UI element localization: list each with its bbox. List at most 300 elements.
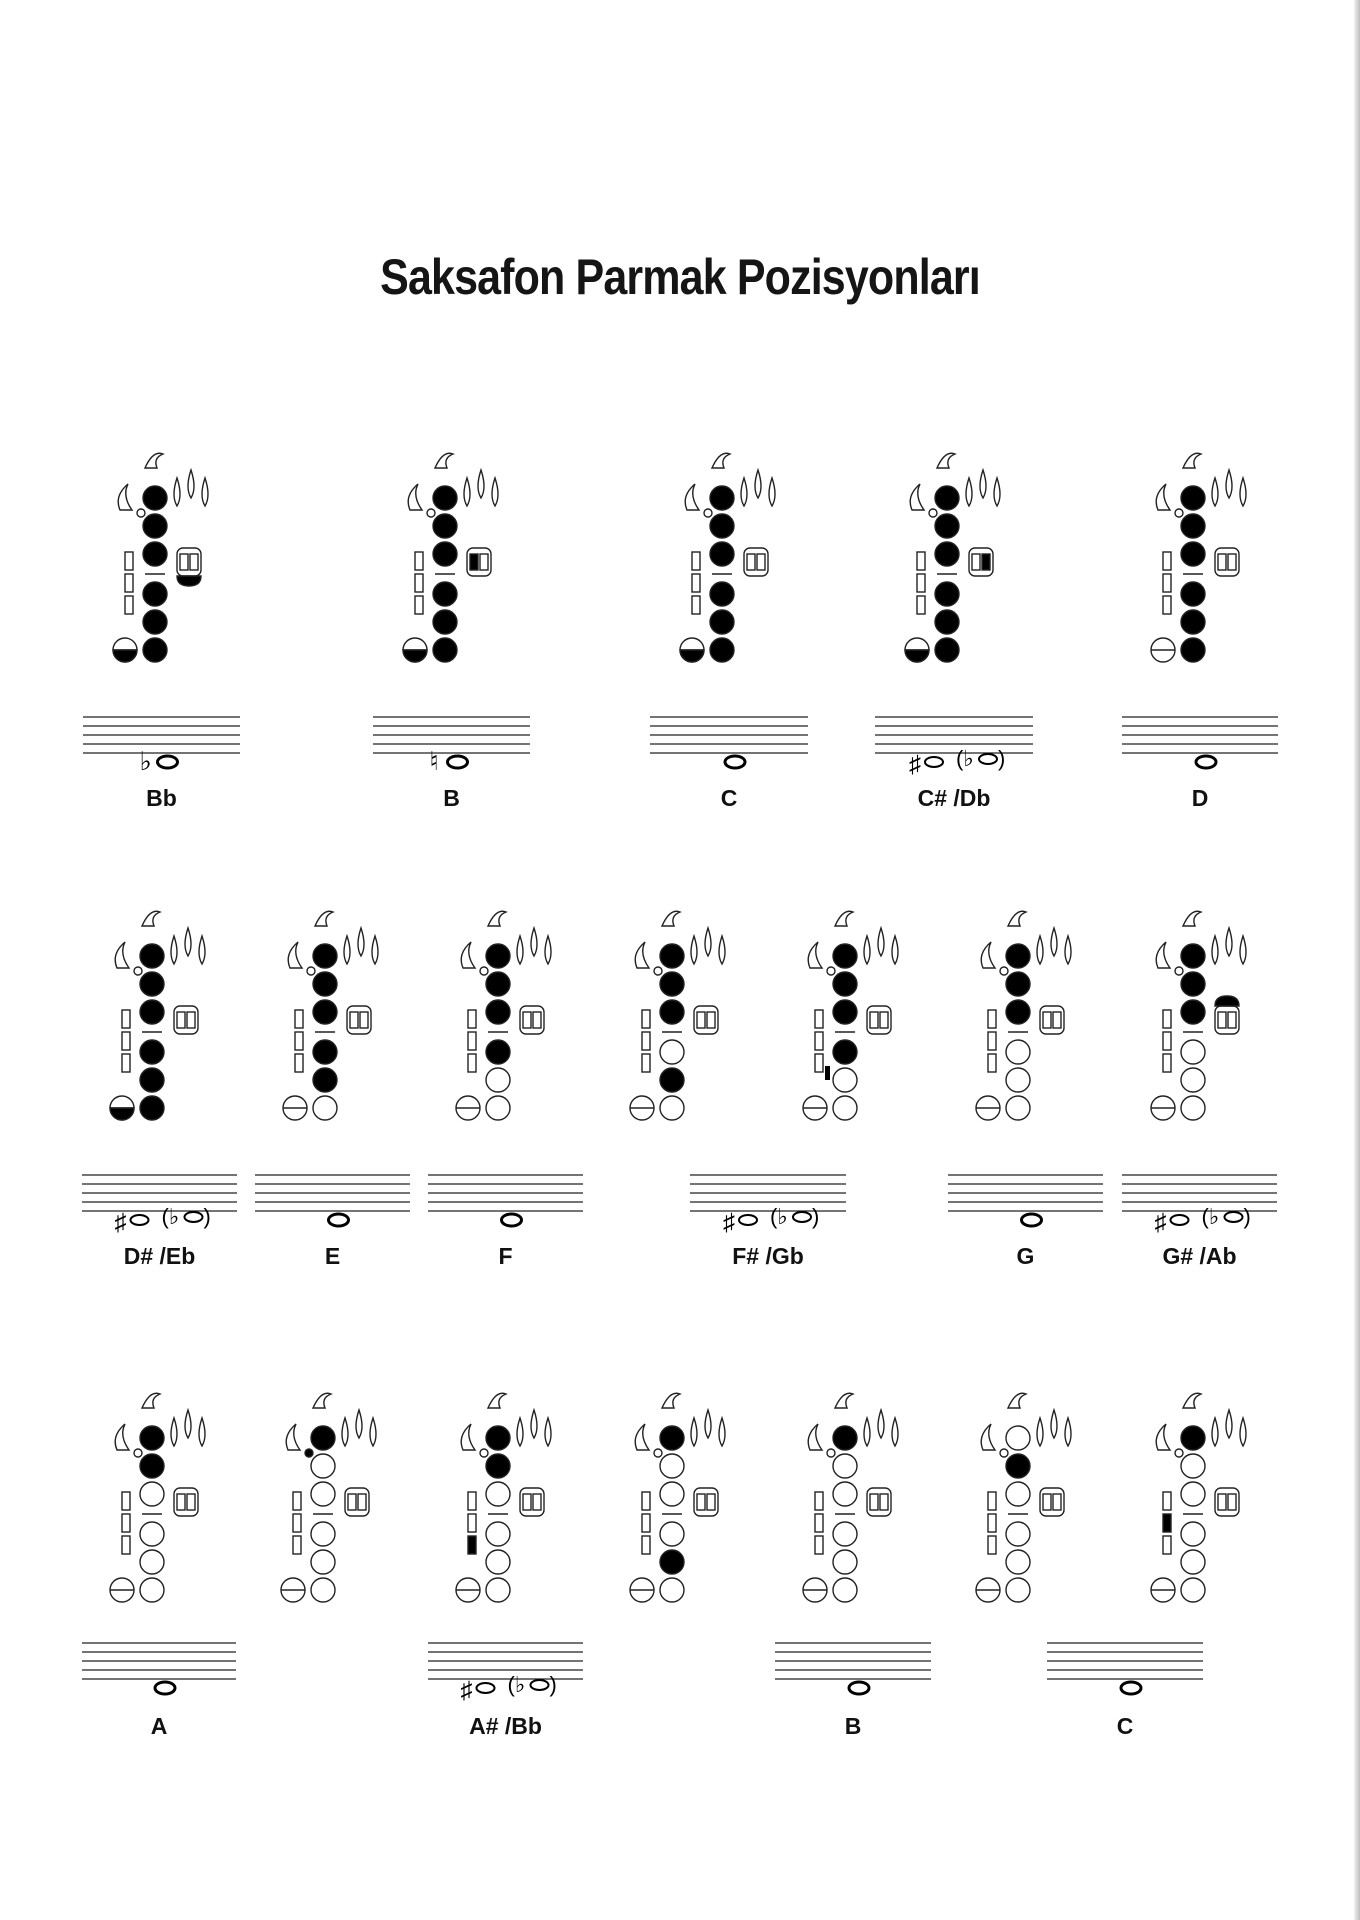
tone-hole-icon (486, 1454, 510, 1478)
side-key-icon (815, 1032, 823, 1050)
accidental: (♭ (956, 746, 974, 771)
palm-key-icon (545, 936, 551, 964)
tone-hole-icon (433, 610, 457, 634)
side-key-icon (415, 574, 423, 592)
palm-key-icon (1065, 1418, 1071, 1446)
tone-hole-icon (486, 1040, 510, 1064)
side-key-icon (642, 1054, 650, 1072)
octave-key-icon (488, 911, 506, 926)
tone-hole-icon (1006, 1522, 1030, 1546)
tone-hole-icon (1181, 1000, 1205, 1024)
tone-hole-icon (311, 1522, 335, 1546)
palm-key-icon (757, 554, 765, 570)
note-head (725, 756, 745, 768)
tone-hole-icon (1181, 1482, 1205, 1506)
tone-hole-icon (311, 1426, 335, 1450)
palm-key-icon (980, 470, 986, 498)
fingering-diagram-g-15 (976, 911, 1071, 1120)
tone-hole-icon (833, 1000, 857, 1024)
tone-hole-icon (935, 638, 959, 662)
tone-hole-icon (313, 944, 337, 968)
tone-hole-icon (313, 1040, 337, 1064)
tone-hole-icon (660, 972, 684, 996)
tone-hole-icon (1006, 1040, 1030, 1064)
palm-key-icon (691, 1418, 697, 1446)
note-label: E (324, 1243, 341, 1269)
note-head (329, 1214, 349, 1226)
tone-hole-icon (140, 1040, 164, 1064)
side-key-icon (122, 1492, 130, 1510)
tone-hole-icon (1181, 1096, 1205, 1120)
side-key-icon (125, 574, 133, 592)
tone-hole-icon (486, 1482, 510, 1506)
fingering-diagram-c-alt-26 (1151, 1393, 1246, 1602)
palm-key-icon (1228, 1494, 1236, 1510)
note-head (979, 754, 997, 764)
note-label: D (1191, 785, 1209, 811)
tone-hole-icon (311, 1482, 335, 1506)
tone-hole-icon (143, 514, 167, 538)
palm-key-icon (370, 1418, 376, 1446)
staff-0 (83, 717, 240, 811)
palm-key-icon (707, 1012, 715, 1028)
palm-key-icon (115, 942, 129, 968)
fingering-diagram-d-eb-10 (110, 911, 205, 1120)
tone-hole-icon (486, 1426, 510, 1450)
palm-key-icon (1218, 1494, 1226, 1510)
note-head (793, 1212, 811, 1222)
tone-hole-icon (710, 542, 734, 566)
octave-key-icon (142, 911, 160, 926)
side-key-icon (293, 1536, 301, 1554)
palm-key-icon (1051, 928, 1057, 956)
side-key-icon (988, 1492, 996, 1510)
paren: ) (812, 1204, 820, 1229)
palm-key-icon (870, 1494, 878, 1510)
side-key-icon (468, 1010, 476, 1028)
note-label: B (443, 785, 460, 811)
side-key-icon (295, 1054, 303, 1072)
note-head (448, 756, 468, 768)
tone-hole-icon (313, 1068, 337, 1092)
palm-key-icon (517, 1418, 523, 1446)
staff-12 (428, 1175, 583, 1269)
tone-hole-icon (660, 1522, 684, 1546)
palm-key-icon (523, 1012, 531, 1028)
palm-key-icon (350, 1012, 358, 1028)
side-key-icon (122, 1514, 130, 1532)
palm-key-icon (1212, 1418, 1218, 1446)
palm-key-icon (870, 1012, 878, 1028)
accidental: ♯ (460, 1677, 473, 1704)
note-label: C# /Db (917, 785, 991, 811)
tone-hole-icon (140, 944, 164, 968)
fingering-diagram-a-bb-22 (456, 1393, 551, 1602)
side-key-icon (1163, 552, 1171, 570)
tone-hole-icon (1181, 486, 1205, 510)
staff-23 (1047, 1643, 1203, 1739)
tone-hole-icon (660, 1550, 684, 1574)
tone-hole-icon (660, 1096, 684, 1120)
fingering-diagram-f-12 (456, 911, 551, 1120)
palm-key-icon (1240, 478, 1246, 506)
bis-key-icon (480, 967, 488, 975)
octave-key-icon (712, 453, 730, 468)
octave-key-icon (1183, 911, 1201, 926)
tone-hole-icon (1006, 1096, 1030, 1120)
note-head (531, 1680, 549, 1690)
palm-key-icon (356, 1410, 362, 1438)
side-key-icon (122, 1536, 130, 1554)
note-head (925, 757, 943, 767)
side-key-icon (122, 1010, 130, 1028)
tone-hole-icon (1006, 1550, 1030, 1574)
low-key-pressed (403, 650, 427, 662)
octave-key-icon (488, 1393, 506, 1408)
side-key-icon (1163, 1492, 1171, 1510)
palm-key-icon (545, 1418, 551, 1446)
note-head (1121, 1682, 1141, 1694)
bis-key-icon (1000, 967, 1008, 975)
palm-key-icon (531, 1410, 537, 1438)
tone-hole-icon (1006, 972, 1030, 996)
tone-hole-icon (1181, 1426, 1205, 1450)
tone-hole-icon (1181, 1578, 1205, 1602)
bis-key-icon (134, 1449, 142, 1457)
tone-hole-icon (1181, 1068, 1205, 1092)
side-key-icon (815, 1054, 823, 1072)
side-key-icon (468, 1492, 476, 1510)
side-key-icon (295, 1032, 303, 1050)
tone-hole-icon (1181, 582, 1205, 606)
palm-key-icon (769, 478, 775, 506)
palm-key-icon (1043, 1494, 1051, 1510)
eb-key-icon (177, 576, 201, 586)
palm-key-icon (288, 942, 302, 968)
side-key-icon (1163, 574, 1171, 592)
tone-hole-icon (140, 1426, 164, 1450)
palm-key-icon (1226, 1410, 1232, 1438)
fingering-diagram-c-2 (680, 453, 775, 662)
palm-key-icon (202, 478, 208, 506)
side-key-icon (642, 1010, 650, 1028)
tone-hole-icon (140, 1454, 164, 1478)
octave-key-icon (1183, 453, 1201, 468)
palm-key-icon (1053, 1494, 1061, 1510)
palm-key-icon (344, 936, 350, 964)
note-head (155, 1682, 175, 1694)
tone-hole-icon (935, 542, 959, 566)
bis-key-icon (480, 1449, 488, 1457)
tone-hole-icon (1181, 638, 1205, 662)
palm-key-icon (864, 936, 870, 964)
tone-hole-icon (935, 610, 959, 634)
palm-key-icon (747, 554, 755, 570)
note-head (185, 1212, 203, 1222)
tone-hole-icon (486, 1550, 510, 1574)
bis-key-icon (654, 1449, 662, 1457)
tone-hole-icon (833, 1426, 857, 1450)
fingering-diagram-bb-0 (113, 453, 208, 662)
bis-key-icon (427, 509, 435, 517)
tone-hole-icon (486, 1578, 510, 1602)
tone-hole-icon (660, 1482, 684, 1506)
palm-key-icon (1156, 1424, 1170, 1450)
staff-1 (373, 717, 530, 811)
palm-key-icon (348, 1494, 356, 1510)
note-head (477, 1683, 495, 1693)
fingering-diagram-b-1 (403, 453, 498, 662)
palm-key-icon (199, 1418, 205, 1446)
tone-hole-icon (486, 944, 510, 968)
bis-key-icon (305, 1449, 313, 1457)
palm-key-icon (478, 470, 484, 498)
palm-key-icon (892, 1418, 898, 1446)
tone-hole-icon (140, 1096, 164, 1120)
paren: ) (1243, 1204, 1251, 1229)
note-head (739, 1215, 757, 1225)
tone-hole-icon (660, 1578, 684, 1602)
palm-key-icon (1156, 942, 1170, 968)
palm-key-icon (461, 942, 475, 968)
tone-hole-icon (486, 972, 510, 996)
bis-key-icon (1000, 1449, 1008, 1457)
palm-key-icon (286, 1424, 300, 1450)
palm-key-icon (755, 470, 761, 498)
palm-key-icon (118, 484, 132, 510)
tone-hole-icon (1181, 1040, 1205, 1064)
palm-key-icon (1218, 1012, 1226, 1028)
palm-key-icon (115, 1424, 129, 1450)
palm-key-icon (705, 928, 711, 956)
side-key-icon (988, 1032, 996, 1050)
palm-key-icon (685, 484, 699, 510)
tone-hole-icon (311, 1578, 335, 1602)
palm-key-icon (1037, 936, 1043, 964)
palm-key-icon (1212, 936, 1218, 964)
tone-hole-icon (311, 1550, 335, 1574)
paren: ) (203, 1204, 211, 1229)
fingering-diagram-b-24 (803, 1393, 898, 1602)
side-key-icon (122, 1054, 130, 1072)
accidental: (♭ (507, 1672, 526, 1697)
bis-key-icon (1175, 1449, 1183, 1457)
palm-key-icon (808, 942, 822, 968)
staff-21 (428, 1643, 583, 1739)
tone-hole-icon (143, 638, 167, 662)
palm-key-icon (180, 554, 188, 570)
side-key-icon (692, 596, 700, 614)
side-key-icon (642, 1492, 650, 1510)
palm-key-icon (1053, 1012, 1061, 1028)
palm-key-icon (199, 936, 205, 964)
tone-hole-icon (143, 610, 167, 634)
low-key-pressed (113, 650, 137, 662)
note-head (1022, 1214, 1042, 1226)
palm-key-icon (878, 1410, 884, 1438)
palm-key-icon (719, 936, 725, 964)
palm-key-icon (1228, 1012, 1236, 1028)
side-key-icon (468, 1054, 476, 1072)
palm-key-icon (177, 1012, 185, 1028)
bis-key-icon (307, 967, 315, 975)
side-key-icon (815, 1492, 823, 1510)
tone-hole-icon (433, 514, 457, 538)
tone-hole-icon (833, 1040, 857, 1064)
palm-key-icon (910, 484, 924, 510)
low-key-pressed (680, 650, 704, 662)
tone-hole-icon (140, 1068, 164, 1092)
palm-key-icon (358, 1494, 366, 1510)
tone-hole-icon (1006, 1426, 1030, 1450)
fingering-diagram-f-gb-alt-14 (803, 911, 898, 1120)
tone-hole-icon (140, 1482, 164, 1506)
side-key-icon (917, 596, 925, 614)
octave-key-icon (435, 453, 453, 468)
tone-hole-icon (1006, 1578, 1030, 1602)
palm-key-icon (1037, 1418, 1043, 1446)
tone-hole-icon (1181, 610, 1205, 634)
palm-key-icon (1226, 928, 1232, 956)
bis-key-icon (827, 967, 835, 975)
fingering-diagram-f-gb-13 (630, 911, 725, 1120)
tone-hole-icon (935, 514, 959, 538)
tone-hole-icon (833, 972, 857, 996)
tone-hole-icon (935, 486, 959, 510)
low-key-pressed (110, 1108, 134, 1120)
tone-hole-icon (833, 1096, 857, 1120)
palm-key-icon (719, 1418, 725, 1446)
note-label: A# /Bb (469, 1713, 542, 1739)
octave-key-icon (313, 1393, 331, 1408)
accidental: (♭ (770, 1204, 788, 1229)
tone-hole-icon (143, 582, 167, 606)
tone-hole-icon (710, 610, 734, 634)
palm-key-icon (533, 1494, 541, 1510)
palm-key-icon (177, 1494, 185, 1510)
tone-hole-icon (313, 972, 337, 996)
note-label: F (498, 1243, 513, 1269)
tone-hole-icon (140, 1522, 164, 1546)
side-key-icon (988, 1010, 996, 1028)
palm-key-icon (1043, 1012, 1051, 1028)
octave-key-icon (1183, 1393, 1201, 1408)
palm-key-icon (981, 1424, 995, 1450)
side-key-icon (122, 1032, 130, 1050)
bis-key-icon (704, 509, 712, 517)
palm-key-icon (972, 554, 980, 570)
tone-hole-icon (486, 1000, 510, 1024)
tone-hole-icon (1006, 1482, 1030, 1506)
tone-hole-icon (140, 972, 164, 996)
palm-key-icon (1051, 1410, 1057, 1438)
palm-key-icon (171, 936, 177, 964)
accidental: (♭ (161, 1204, 180, 1229)
tone-hole-icon (660, 1426, 684, 1450)
note-label: Bb (146, 785, 177, 811)
note-label: F# /Gb (732, 1243, 804, 1269)
staff-2 (650, 717, 808, 811)
palm-key-icon (966, 478, 972, 506)
staff-13 (690, 1175, 846, 1269)
side-key-icon (1163, 596, 1171, 614)
tone-hole-icon (433, 486, 457, 510)
side-key-icon (988, 1514, 996, 1532)
palm-key-icon (994, 478, 1000, 506)
tone-hole-icon (710, 486, 734, 510)
side-key-icon (988, 1536, 996, 1554)
side-key-icon (415, 596, 423, 614)
palm-key-icon (697, 1012, 705, 1028)
palm-key-icon (185, 928, 191, 956)
bis-key-icon (137, 509, 145, 517)
palm-key-icon (480, 554, 488, 570)
staff-22 (775, 1643, 931, 1739)
palm-key-icon (492, 478, 498, 506)
tone-hole-icon (660, 1000, 684, 1024)
tone-hole-icon (935, 582, 959, 606)
palm-key-icon (523, 1494, 531, 1510)
tone-hole-icon (311, 1454, 335, 1478)
octave-key-icon (662, 1393, 680, 1408)
side-key-icon (815, 1514, 823, 1532)
octave-key-icon (662, 911, 680, 926)
octave-key-icon (1008, 911, 1026, 926)
tone-hole-icon (143, 542, 167, 566)
tone-hole-icon (1181, 1454, 1205, 1478)
note-label: G# /Ab (1162, 1243, 1237, 1269)
octave-key-icon (145, 453, 163, 468)
note-label: A (150, 1713, 168, 1739)
bis-key-icon (654, 967, 662, 975)
tone-hole-icon (143, 486, 167, 510)
palm-key-icon (1228, 554, 1236, 570)
palm-key-icon (864, 1418, 870, 1446)
bis-key-icon (827, 1449, 835, 1457)
side-key-icon (1163, 1514, 1171, 1532)
palm-key-icon (185, 1410, 191, 1438)
note-head (849, 1682, 869, 1694)
note-head (502, 1214, 522, 1226)
side-key-icon (125, 596, 133, 614)
staff-11 (255, 1175, 410, 1269)
staff-4 (1122, 717, 1278, 811)
tone-hole-icon (710, 514, 734, 538)
note-label: G (1016, 1243, 1035, 1269)
palm-key-icon (808, 1424, 822, 1450)
tone-hole-icon (486, 1068, 510, 1092)
fingering-diagram-g-ab-16 (1151, 911, 1246, 1120)
palm-key-icon (358, 928, 364, 956)
palm-key-icon (190, 554, 198, 570)
palm-key-icon (1218, 554, 1226, 570)
tone-hole-icon (833, 1550, 857, 1574)
octave-key-icon (937, 453, 955, 468)
side-key-icon (415, 552, 423, 570)
palm-key-icon (880, 1494, 888, 1510)
palm-key-icon (635, 942, 649, 968)
note-head (131, 1215, 149, 1225)
side-key-icon (125, 552, 133, 570)
tone-hole-icon (660, 1068, 684, 1092)
tone-hole-icon (833, 944, 857, 968)
note-head (1171, 1215, 1189, 1225)
palm-key-icon (697, 1494, 705, 1510)
accidental: ♮ (429, 746, 439, 776)
palm-key-icon (981, 942, 995, 968)
side-key-icon (917, 574, 925, 592)
tone-hole-icon (140, 1000, 164, 1024)
